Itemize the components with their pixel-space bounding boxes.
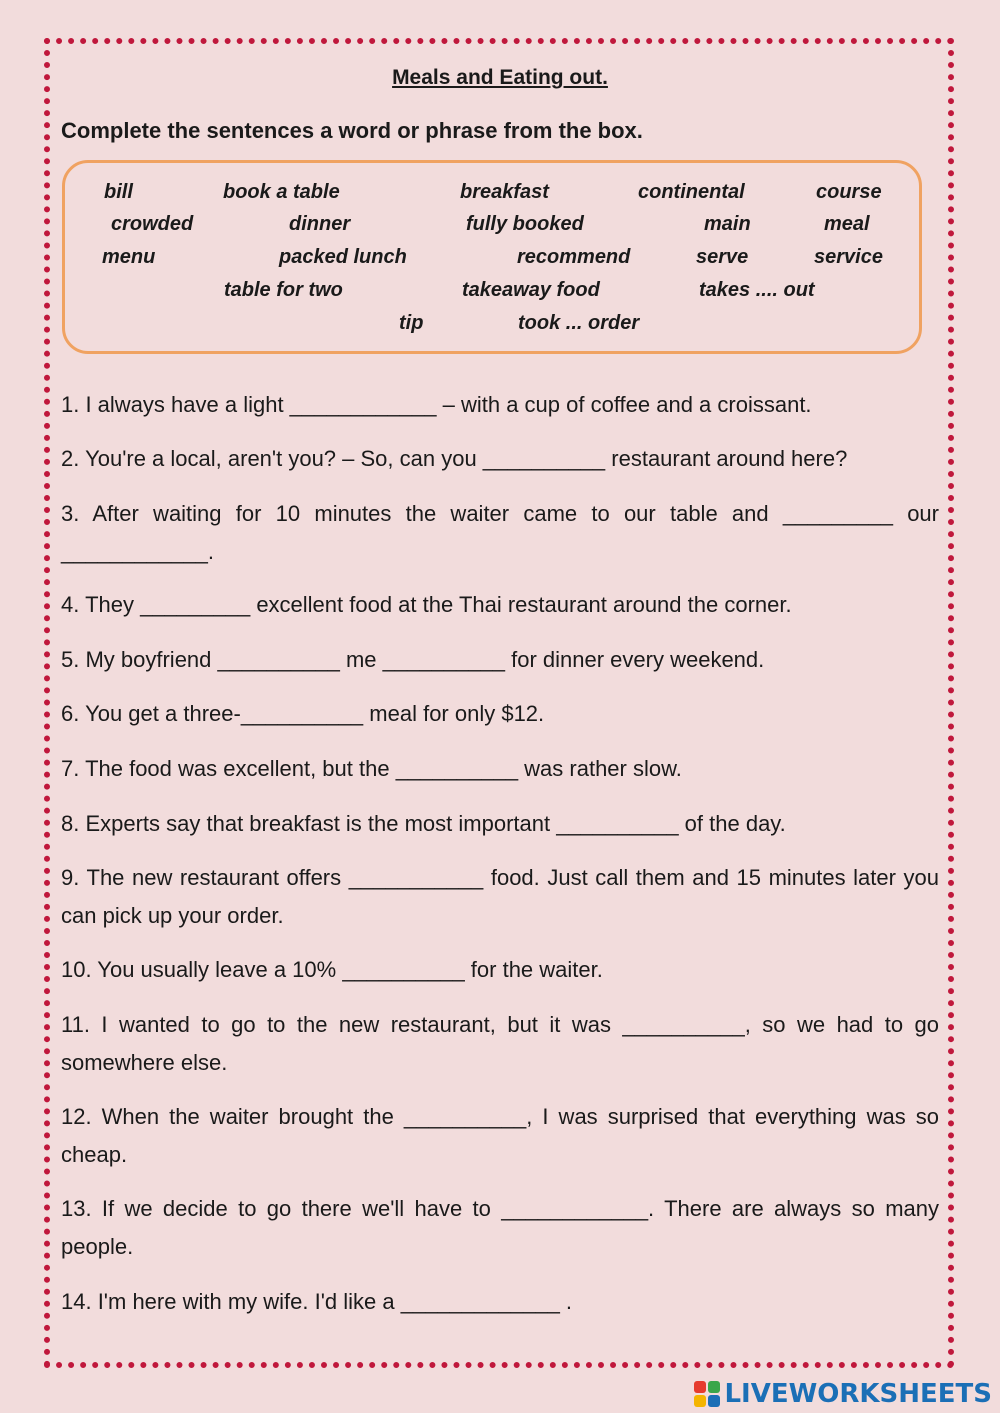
sentence-12: 12. When the waiter brought the __________, I was surprised that everything was so cheap. bbox=[61, 1104, 939, 1167]
sentence-4: 4. They _________ excellent food at the Thai restaurant around the corner. bbox=[61, 592, 792, 617]
word-took-order: took ... order bbox=[518, 312, 640, 334]
word-packed-lunch: packed lunch bbox=[279, 246, 407, 268]
logo-text: LIVEWORKSHEETS bbox=[724, 1379, 992, 1409]
word-serve: serve bbox=[696, 246, 749, 268]
word-dinner: dinner bbox=[289, 213, 351, 235]
word-recommend: recommend bbox=[517, 246, 631, 268]
liveworksheets-logo-icon bbox=[694, 1381, 720, 1407]
sentence-8: 8. Experts say that breakfast is the most important __________ of the day. bbox=[61, 811, 786, 836]
sentence-9: 9. The new restaurant offers ___________ food. Just call them and 15 minutes later you can pick up your order. bbox=[61, 865, 939, 928]
word-course: course bbox=[816, 181, 882, 203]
word-breakfast: breakfast bbox=[460, 181, 549, 203]
sentence-14: 14. I'm here with my wife. I'd like a _____________ . bbox=[61, 1289, 573, 1314]
word-takes-out: takes .... out bbox=[699, 279, 815, 301]
word-bill: bill bbox=[104, 181, 133, 203]
sentence-6: 6. You get a three-__________ meal for only $12. bbox=[61, 701, 545, 726]
sentence-1: 1. I always have a light ____________ – with a cup of coffee and a croissant. bbox=[61, 392, 812, 417]
instruction-text: Complete the sentences a word or phrase from the box. bbox=[61, 118, 643, 143]
word-meal: meal bbox=[824, 213, 870, 235]
word-takeaway-food: takeaway food bbox=[462, 279, 600, 301]
word-crowded: crowded bbox=[111, 213, 194, 235]
word-tip: tip bbox=[399, 312, 424, 334]
word-menu: menu bbox=[102, 246, 156, 268]
sentence-5: 5. My boyfriend __________ me __________ for dinner every weekend. bbox=[61, 647, 765, 672]
liveworksheets-logo[interactable] bbox=[694, 1377, 992, 1411]
page-title: Meals and Eating out. bbox=[392, 66, 608, 89]
sentence-13: 13. If we decide to go there we'll have to ____________. There are always so many people. bbox=[61, 1196, 939, 1259]
sentence-2: 2. You're a local, aren't you? – So, can you __________ restaurant around here? bbox=[61, 446, 848, 471]
sentence-7: 7. The food was excellent, but the __________ was rather slow. bbox=[61, 756, 682, 781]
sentence-11: 11. I wanted to go to the new restaurant, but it was __________, so we had to go somewhere else. bbox=[61, 1012, 939, 1075]
word-book-a-table: book a table bbox=[223, 181, 340, 203]
sentence-10: 10. You usually leave a 10% __________ for the waiter. bbox=[61, 957, 603, 982]
word-service: service bbox=[814, 246, 883, 268]
word-continental: continental bbox=[638, 181, 745, 203]
word-fully-booked: fully booked bbox=[466, 213, 584, 235]
word-main: main bbox=[704, 213, 751, 235]
sentence-3: 3. After waiting for 10 minutes the waiter came to our table and _________ our ____________. bbox=[61, 501, 939, 564]
word-table-for-two: table for two bbox=[224, 279, 343, 301]
